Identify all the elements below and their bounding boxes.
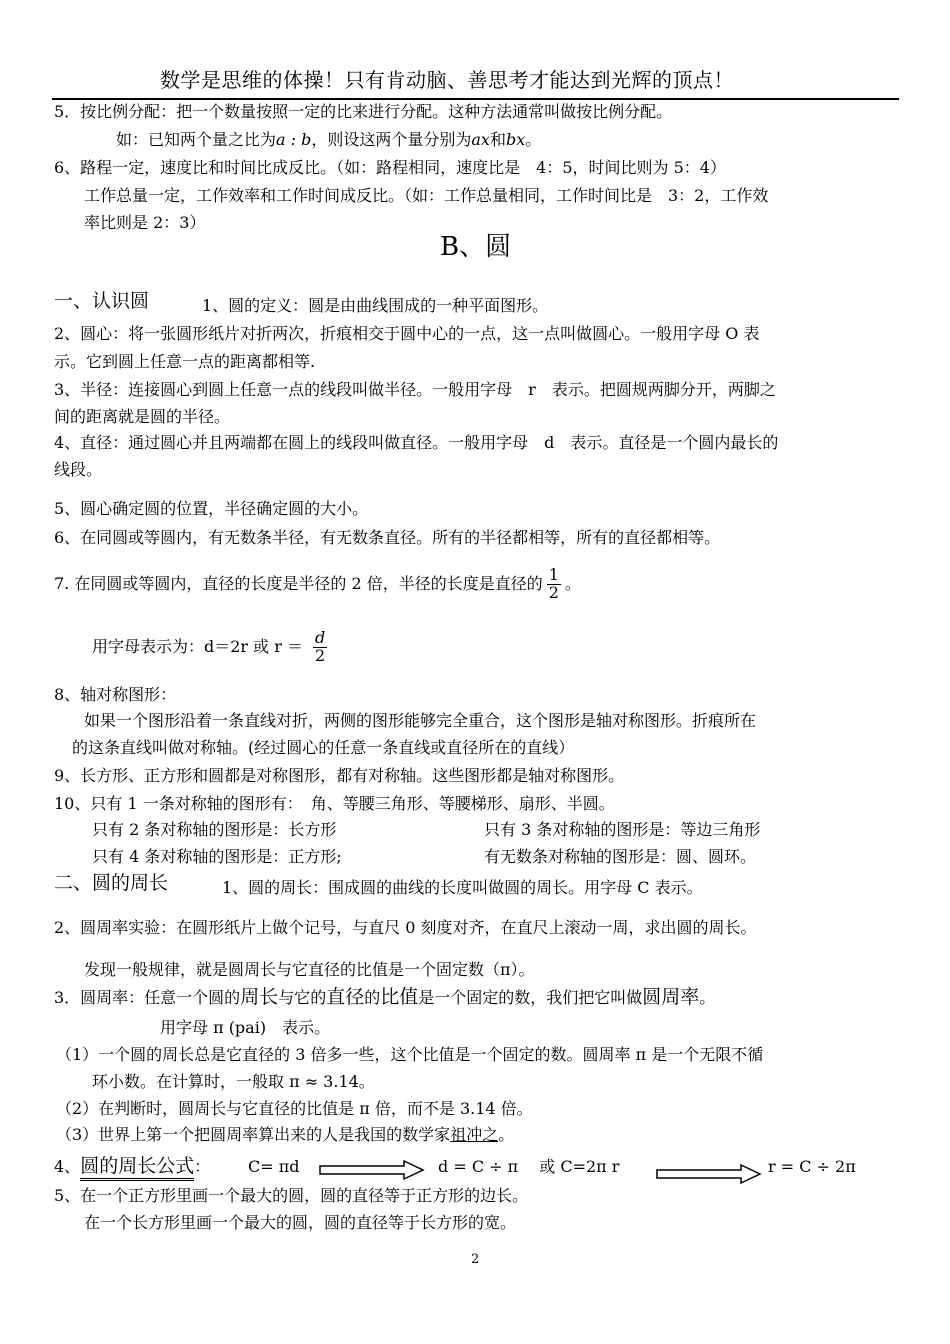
half-fraction: $\frac{1}{2}$ xyxy=(548,565,559,602)
part1-p6: 6、在同圆或等圆内，有无数条半径，有无数条直径。所有的半径都相等，所有的直径都相等。 xyxy=(54,528,721,547)
part1-p9: 9、长方形、正方形和圆都是对称图形，都有对称轴。这些图形都是轴对称图形。 xyxy=(54,766,625,785)
part1-p10c: 只有 4 条对称轴的图形是：正方形; xyxy=(92,847,342,866)
part2-n1a: （1）一个圆的周长总是它直径的 3 倍多一些，这个比值是一个固定的数。圆周率 π 是一个无限不循 xyxy=(56,1045,764,1064)
part1-p10: 10、只有 1 一条对称轴的图形有： 角、等腰三角形、等腰梯形、扇形、半圆。 xyxy=(54,794,615,813)
part2-p5: 5、在一个正方形里画一个最大的圆，圆的直径等于正方形的边长。 xyxy=(54,1186,529,1205)
part1-heading: 一、认识圆 xyxy=(54,290,150,312)
part2-n3: （3）世界上第一个把圆周率算出来的人是我国的数学家祖冲之。 xyxy=(56,1125,515,1144)
part1-p3b: 间的距离就是圆的半径。 xyxy=(54,407,231,426)
arrow-right-icon xyxy=(655,1162,763,1186)
part2-heading: 二、圆的周长 xyxy=(54,872,169,894)
part2-p2b: 发现一般规律，就是圆周长与它直径的比值是一个固定数（π）。 xyxy=(84,960,535,979)
part1-p10d: 有无数条对称轴的图形是：圆、圆环。 xyxy=(484,847,757,866)
ratio-line-6: 6、路程一定，速度比和时间比成反比。（如：路程相同，速度比是 4：5，时间比则为 5：4） xyxy=(54,158,726,177)
part2-p2: 2、圆周率实验：在圆形纸片上做个记号，与直尺 0 刻度对齐，在直尺上滚动一周，求出圆的周长。 xyxy=(54,918,757,937)
part1-p7b: 用字母表示为：d＝2r 或 r ＝ $\frac{d}{2}$ xyxy=(92,628,326,665)
part1-p5: 5、圆心确定圆的位置，半径确定圆的大小。 xyxy=(54,499,369,518)
ratio-line-6c: 率比则是 2：3） xyxy=(84,213,206,232)
formula-diameter: d = C ÷ π 或 C=2π r xyxy=(438,1157,620,1176)
part2-p4: 4、圆的周长公式： xyxy=(54,1155,210,1178)
part2-p3b: 用字母 π (pai) 表示。 xyxy=(160,1018,331,1037)
formula-radius: r = C ÷ 2π xyxy=(768,1157,856,1176)
part2-p5b: 在一个长方形里画一个最大的圆，圆的直径等于长方形的宽。 xyxy=(84,1213,517,1232)
part1-p3a: 3、半径：连接圆心到圆上任意一点的线段叫做半径。一般用字母 r 表示。把圆规两脚分开，两脚之 xyxy=(54,380,776,399)
part1-p10a: 只有 2 条对称轴的图形是：长方形 xyxy=(92,820,337,839)
part1-p8a: 如果一个图形沿着一条直线对折，两侧的图形能够完全重合，这个图形是轴对称图形。折痕所在 xyxy=(84,711,757,730)
page-number: 2 xyxy=(471,1252,480,1267)
section-title: B、圆 xyxy=(440,232,512,262)
part1-p8b: 的这条直线叫做对称轴。(经过圆心的任意一条直线或直径所在的直线） xyxy=(72,738,575,757)
part1-p7: 7. 在同圆或等圆内，直径的长度是半径的 2 倍，半径的长度是直径的 $\frac{1}{2}$ 。 xyxy=(54,565,581,602)
part1-p8: 8、轴对称图形： xyxy=(54,685,177,704)
ratio-line-6b: 工作总量一定，工作效率和工作时间成反比。（如：工作总量相同，工作时间比是 3：2，工作效 xyxy=(84,186,769,205)
part1-p1: 1、圆的定义：圆是由曲线围成的一种平面图形。 xyxy=(202,296,549,315)
formula-circumference: C= πd xyxy=(248,1157,300,1176)
part1-p10b: 只有 3 条对称轴的图形是：等边三角形 xyxy=(484,820,761,839)
arrow-right-icon xyxy=(318,1158,426,1182)
part2-p3: 3．圆周率：任意一个圆的周长与它的直径的比值是一个固定的数，我们把它叫做圆周率。 xyxy=(54,986,716,1008)
d-over-2-fraction: $\frac{d}{2}$ xyxy=(314,628,326,665)
header-rule xyxy=(52,98,899,100)
part2-n2: （2）在判断时，圆周长与它直径的比值是 π 倍，而不是 3.14 倍。 xyxy=(56,1099,533,1118)
page-header: 数学是思维的体操！只有肯动脑、善思考才能达到光辉的顶点！ xyxy=(160,68,734,92)
part1-p4b: 线段。 xyxy=(54,460,103,479)
part2-p1: 1、圆的周长：围成圆的曲线的长度叫做圆的周长。用字母 C 表示。 xyxy=(222,878,703,897)
ratio-line-5b: 如：已知两个量之比为a : b，则设这两个量分别为ax和bx。 xyxy=(116,130,542,149)
part1-p2b: 示。它到圆上任意一点的距离都相等. xyxy=(54,352,316,371)
part1-p4a: 4、直径：通过圆心并且两端都在圆上的线段叫做直径。一般用字母 d 表示。直径是一个圆内最长的 xyxy=(54,433,779,452)
ratio-line-5: 5．按比例分配：把一个数量按照一定的比来进行分配。这种方法通常叫做按比例分配。 xyxy=(54,102,673,121)
part1-p2a: 2、圆心：将一张圆形纸片对折两次，折痕相交于圆中心的一点，这一点叫做圆心。一般用字母 O 表 xyxy=(54,324,760,343)
part2-n1b: 环小数。在计算时，一般取 π ≈ 3.14。 xyxy=(92,1072,375,1091)
